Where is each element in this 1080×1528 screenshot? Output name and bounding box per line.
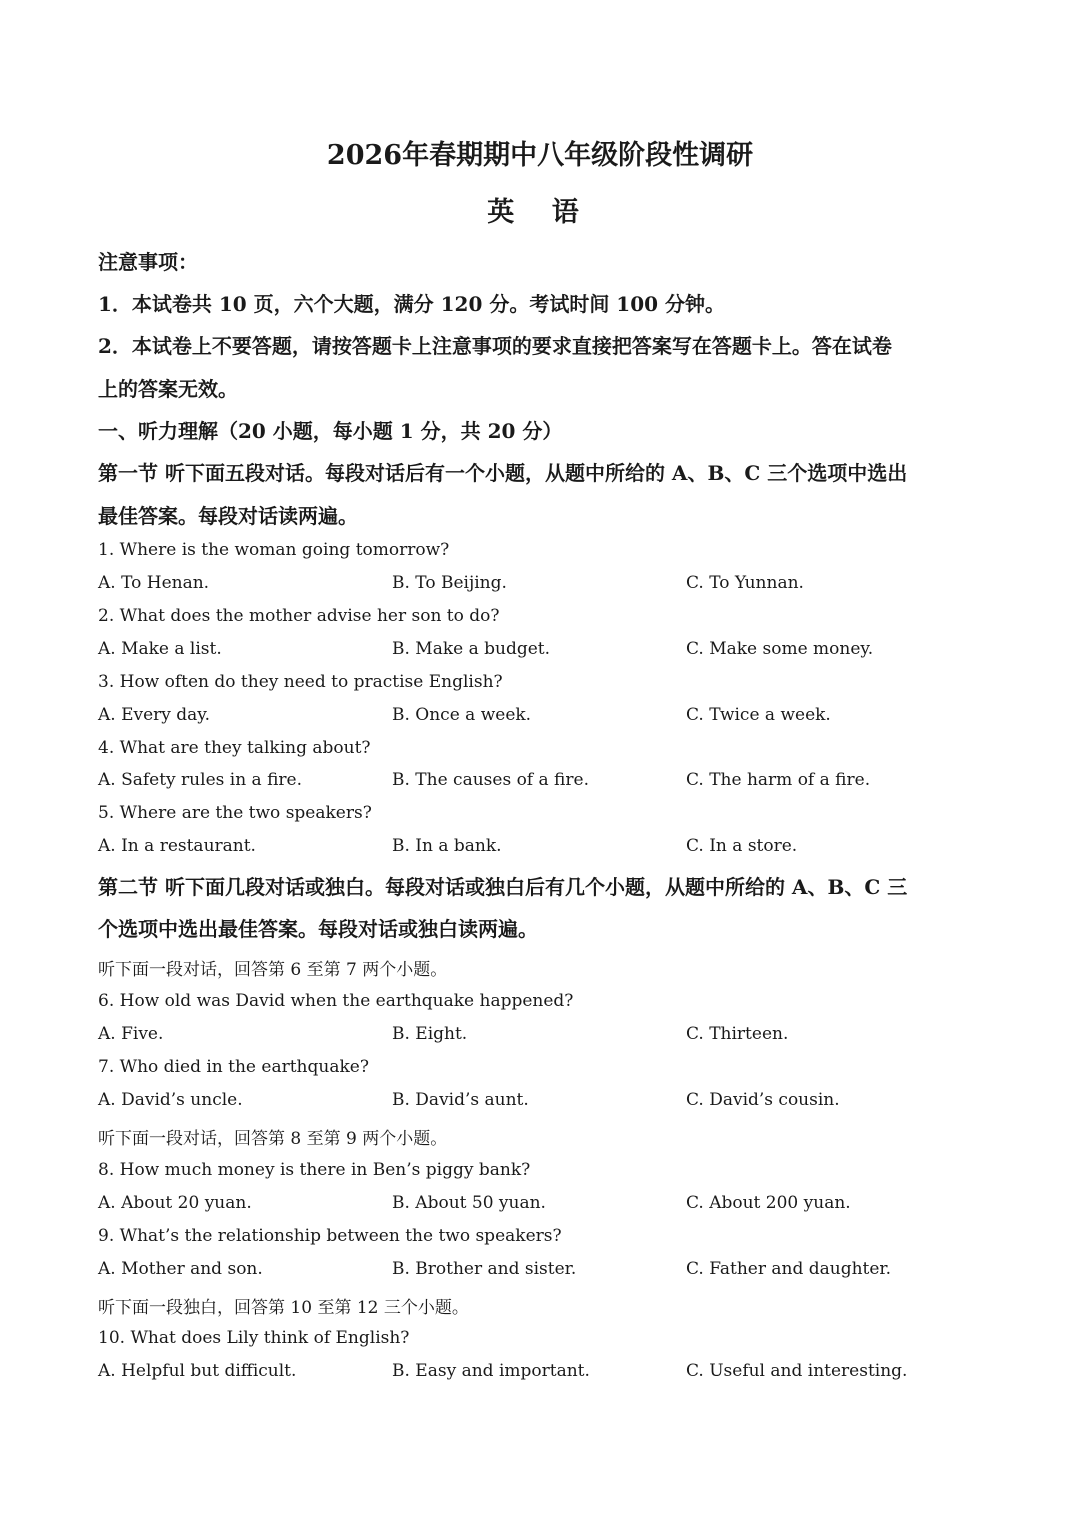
option-a: A. Safety rules in a fire. xyxy=(98,770,303,790)
notes-item-2-line-1: 2．本试卷上不要答题，请按答题卡上注意事项的要求直接把答案写在答题卡上。答在试卷 xyxy=(98,334,892,358)
option-a: A. Helpful but difficult. xyxy=(98,1361,297,1381)
option-a: A. Make a list. xyxy=(98,639,222,659)
question-text: 8. How much money is there in Ben’s piggy bank? xyxy=(98,1160,531,1180)
option-b: B. Once a week. xyxy=(392,705,532,725)
option-b: B. Make a budget. xyxy=(392,639,551,659)
option-c: C. Father and daughter. xyxy=(686,1259,892,1279)
question-text: 10. What does Lily think of English? xyxy=(98,1328,410,1348)
option-b: B. Easy and important. xyxy=(392,1361,590,1381)
option-a: A. Mother and son. xyxy=(98,1259,263,1279)
option-c: C. Twice a week. xyxy=(686,705,831,725)
subject-title: 英 语 xyxy=(487,197,593,228)
passage-lead: 听下面一段对话，回答第 6 至第 7 两个小题。 xyxy=(98,960,448,980)
option-b: B. The causes of a fire. xyxy=(392,770,589,790)
option-b: B. Brother and sister. xyxy=(392,1259,577,1279)
option-c: C. Make some money. xyxy=(686,639,874,659)
option-b: B. About 50 yuan. xyxy=(392,1193,546,1213)
notes-heading: 注意事项： xyxy=(98,250,198,274)
notes-item-2-line-2: 上的答案无效。 xyxy=(98,377,238,401)
question-text: 4. What are they talking about? xyxy=(98,738,371,758)
option-c: C. About 200 yuan. xyxy=(686,1193,851,1213)
notes-item-1: 1．本试卷共 10 页，六个大题，满分 120 分。考试时间 100 分钟。 xyxy=(98,292,726,316)
section1-instructions-line-1: 第一节 听下面五段对话。每段对话后有一个小题，从题中所给的 A、B、C 三个选项中选出 xyxy=(98,461,908,485)
option-a: A. About 20 yuan. xyxy=(98,1193,252,1213)
question-text: 5. Where are the two speakers? xyxy=(98,803,372,823)
option-b: B. David’s aunt. xyxy=(392,1090,529,1110)
option-c: C. Useful and interesting. xyxy=(686,1361,908,1381)
passage-lead: 听下面一段独白，回答第 10 至第 12 三个小题。 xyxy=(98,1298,469,1318)
option-b: B. Eight. xyxy=(392,1024,468,1044)
question-text: 6. How old was David when the earthquake happened? xyxy=(98,991,574,1011)
option-a: A. In a restaurant. xyxy=(98,836,256,856)
option-a: A. To Henan. xyxy=(98,573,210,593)
section2-instructions-line-1: 第二节 听下面几段对话或独白。每段对话或独白后有几个小题，从题中所给的 A、B、C 三 xyxy=(98,875,908,899)
option-c: C. To Yunnan. xyxy=(686,573,804,593)
option-b: B. In a bank. xyxy=(392,836,502,856)
question-text: 9. What’s the relationship between the two speakers? xyxy=(98,1226,562,1246)
option-a: A. Five. xyxy=(98,1024,164,1044)
option-c: C. The harm of a fire. xyxy=(686,770,871,790)
option-b: B. To Beijing. xyxy=(392,573,507,593)
question-text: 1. Where is the woman going tomorrow? xyxy=(98,540,450,560)
option-a: A. Every day. xyxy=(98,705,211,725)
option-c: C. Thirteen. xyxy=(686,1024,789,1044)
option-c: C. In a store. xyxy=(686,836,798,856)
passage-lead: 听下面一段对话，回答第 8 至第 9 两个小题。 xyxy=(98,1129,448,1149)
section2-instructions-line-2: 个选项中选出最佳答案。每段对话或独白读两遍。 xyxy=(98,917,538,941)
option-a: A. David’s uncle. xyxy=(98,1090,243,1110)
part1-heading: 一、听力理解（20 小题，每小题 1 分，共 20 分） xyxy=(98,419,563,443)
question-text: 2. What does the mother advise her son to do? xyxy=(98,606,500,626)
exam-title: 2026年春期期中八年级阶段性调研 xyxy=(326,140,754,171)
option-c: C. David’s cousin. xyxy=(686,1090,840,1110)
section1-instructions-line-2: 最佳答案。每段对话读两遍。 xyxy=(98,504,358,528)
question-text: 7. Who died in the earthquake? xyxy=(98,1057,369,1077)
question-text: 3. How often do they need to practise English? xyxy=(98,672,503,692)
